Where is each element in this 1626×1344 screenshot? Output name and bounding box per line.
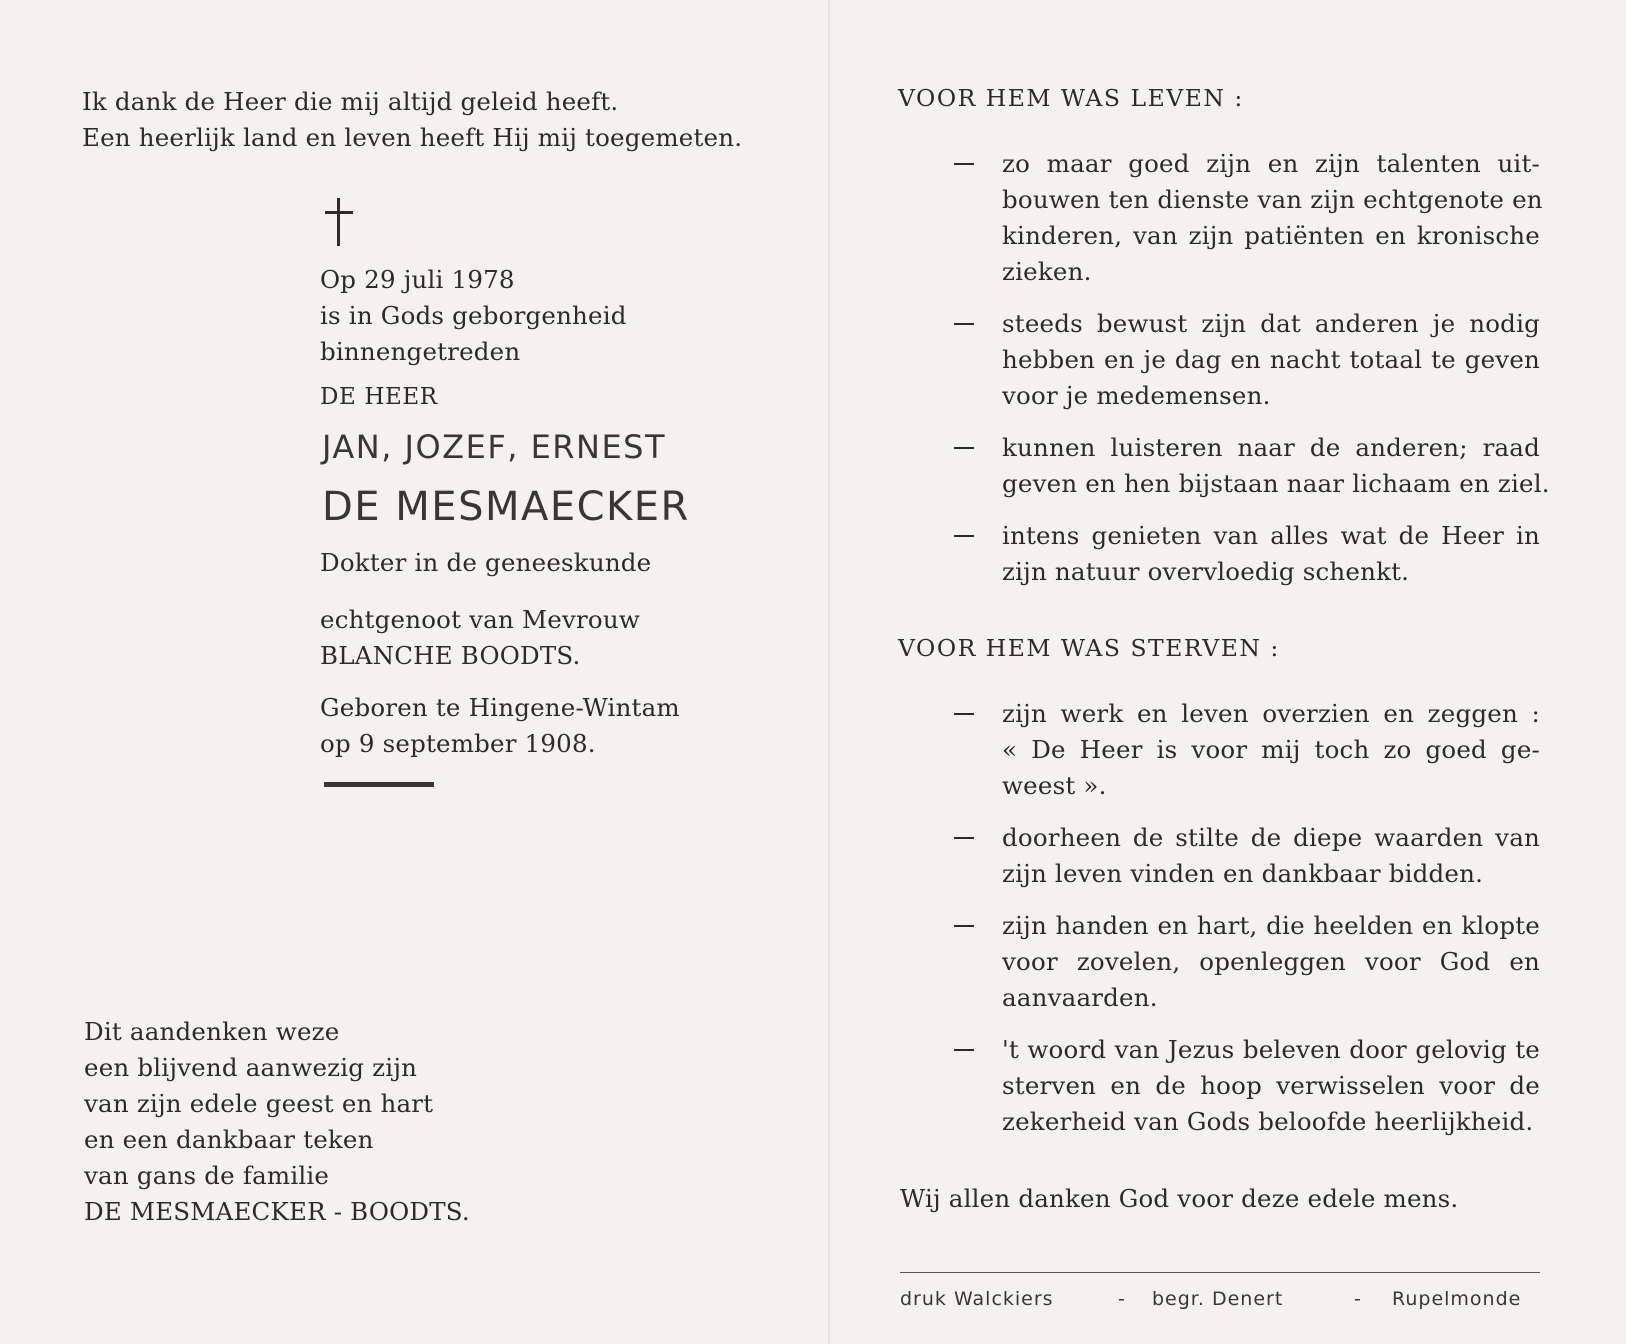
spouse-block	[320, 602, 640, 674]
birth-block	[320, 690, 680, 762]
text-line: intens genieten van alles wat de Heer in	[1002, 521, 1540, 550]
text-line: kinderen, van zijn patiënten en kronische	[1002, 221, 1540, 250]
dash-icon	[954, 837, 974, 839]
heading-life: VOOR HEM WAS LEVEN :	[898, 84, 1244, 112]
dash-icon	[954, 535, 974, 537]
death-notice-line-3: binnengetreden	[320, 337, 521, 366]
text-line: weest ».	[1002, 771, 1107, 800]
text-line: sterven en de hoop verwisselen voor de	[1002, 1071, 1540, 1100]
divider-long	[900, 1272, 1540, 1273]
opening-line-2: Een heerlijk land en leven heeft Hij mij toegemeten.	[82, 123, 743, 152]
memento-verse	[84, 1014, 470, 1230]
deceased-surname: DE MESMAECKER	[322, 484, 690, 530]
text-line: steeds bewust zijn dat anderen je nodig	[1002, 309, 1540, 338]
text-line: zijn handen en hart, die heelden en klopte	[1002, 911, 1540, 940]
text-line: doorheen de stilte de diepe waarden van	[1002, 823, 1540, 852]
death-notice-line-2: is in Gods geborgenheid	[320, 301, 627, 330]
memento-line-4: en een dankbaar teken	[84, 1125, 374, 1154]
dash-icon	[954, 1049, 974, 1051]
memento-line-3: van zijn edele geest en hart	[84, 1089, 434, 1118]
memento-line-2: een blijvend aanwezig zijn	[84, 1053, 418, 1082]
text-line: zijn natuur overvloedig schenkt.	[1002, 557, 1410, 586]
text-line: zo maar goed zijn en zijn talenten uit-	[1002, 149, 1540, 178]
deceased-title: DE HEER	[320, 384, 438, 410]
printer-credit	[900, 1288, 1540, 1314]
birth-line-2: op 9 september 1908.	[320, 729, 596, 758]
card-fold-line	[828, 0, 830, 1344]
text-line: zekerheid van Gods beloofde heerlijkheid.	[1002, 1107, 1534, 1136]
memento-line-5: van gans de familie	[84, 1161, 330, 1190]
divider-short	[324, 782, 434, 787]
death-notice	[320, 262, 627, 370]
spouse-name: BLANCHE BOODTS.	[320, 641, 581, 670]
text-line: « De Heer is voor mij toch zo goed ge-	[1002, 735, 1540, 764]
spouse-line: echtgenoot van Mevrouw	[320, 605, 640, 634]
printer-separator: -	[1118, 1288, 1126, 1310]
text-line: zijn leven vinden en dankbaar bidden.	[1002, 859, 1484, 888]
text-line: zijn werk en leven overzien en zeggen :	[1002, 699, 1540, 728]
text-line: bouwen ten dienste van zijn echtgenote en	[1002, 185, 1543, 214]
printer-place: Rupelmonde	[1392, 1288, 1522, 1310]
text-line: hebben en je dag en nacht totaal te geven	[1002, 345, 1540, 374]
dash-icon	[954, 447, 974, 449]
text-line: kunnen luisteren naar de anderen; raad	[1002, 433, 1540, 462]
opening-verse	[82, 84, 742, 156]
closing-line: Wij allen danken God voor deze edele mens.	[900, 1184, 1459, 1213]
heading-death: VOOR HEM WAS STERVEN :	[898, 634, 1280, 662]
text-line: 't woord van Jezus beleven door gelovig te	[1002, 1035, 1540, 1064]
text-line: zieken.	[1002, 257, 1092, 286]
text-line: voor zovelen, openleggen voor God en	[1002, 947, 1540, 976]
dash-icon	[954, 713, 974, 715]
memento-family: DE MESMAECKER - BOODTS.	[84, 1197, 470, 1226]
opening-line-1: Ik dank de Heer die mij altijd geleid heeft.	[82, 87, 619, 116]
cross-icon	[323, 198, 355, 246]
deceased-given-names: JAN, JOZEF, ERNEST	[322, 428, 667, 466]
birth-line-1: Geboren te Hingene-Wintam	[320, 693, 680, 722]
text-line: geven en hen bijstaan naar lichaam en ziel.	[1002, 469, 1550, 498]
dash-icon	[954, 163, 974, 165]
death-notice-line-1: Op 29 juli 1978	[320, 265, 515, 294]
text-line: voor je medemensen.	[1002, 381, 1271, 410]
dash-icon	[954, 323, 974, 325]
deceased-profession: Dokter in de geneeskunde	[320, 548, 652, 577]
printer-separator: -	[1354, 1288, 1362, 1310]
printer-undertaker: begr. Denert	[1152, 1288, 1284, 1310]
printer-name: druk Walckiers	[900, 1288, 1054, 1310]
text-line: aanvaarden.	[1002, 983, 1158, 1012]
dash-icon	[954, 925, 974, 927]
memento-line-1: Dit aandenken weze	[84, 1017, 340, 1046]
